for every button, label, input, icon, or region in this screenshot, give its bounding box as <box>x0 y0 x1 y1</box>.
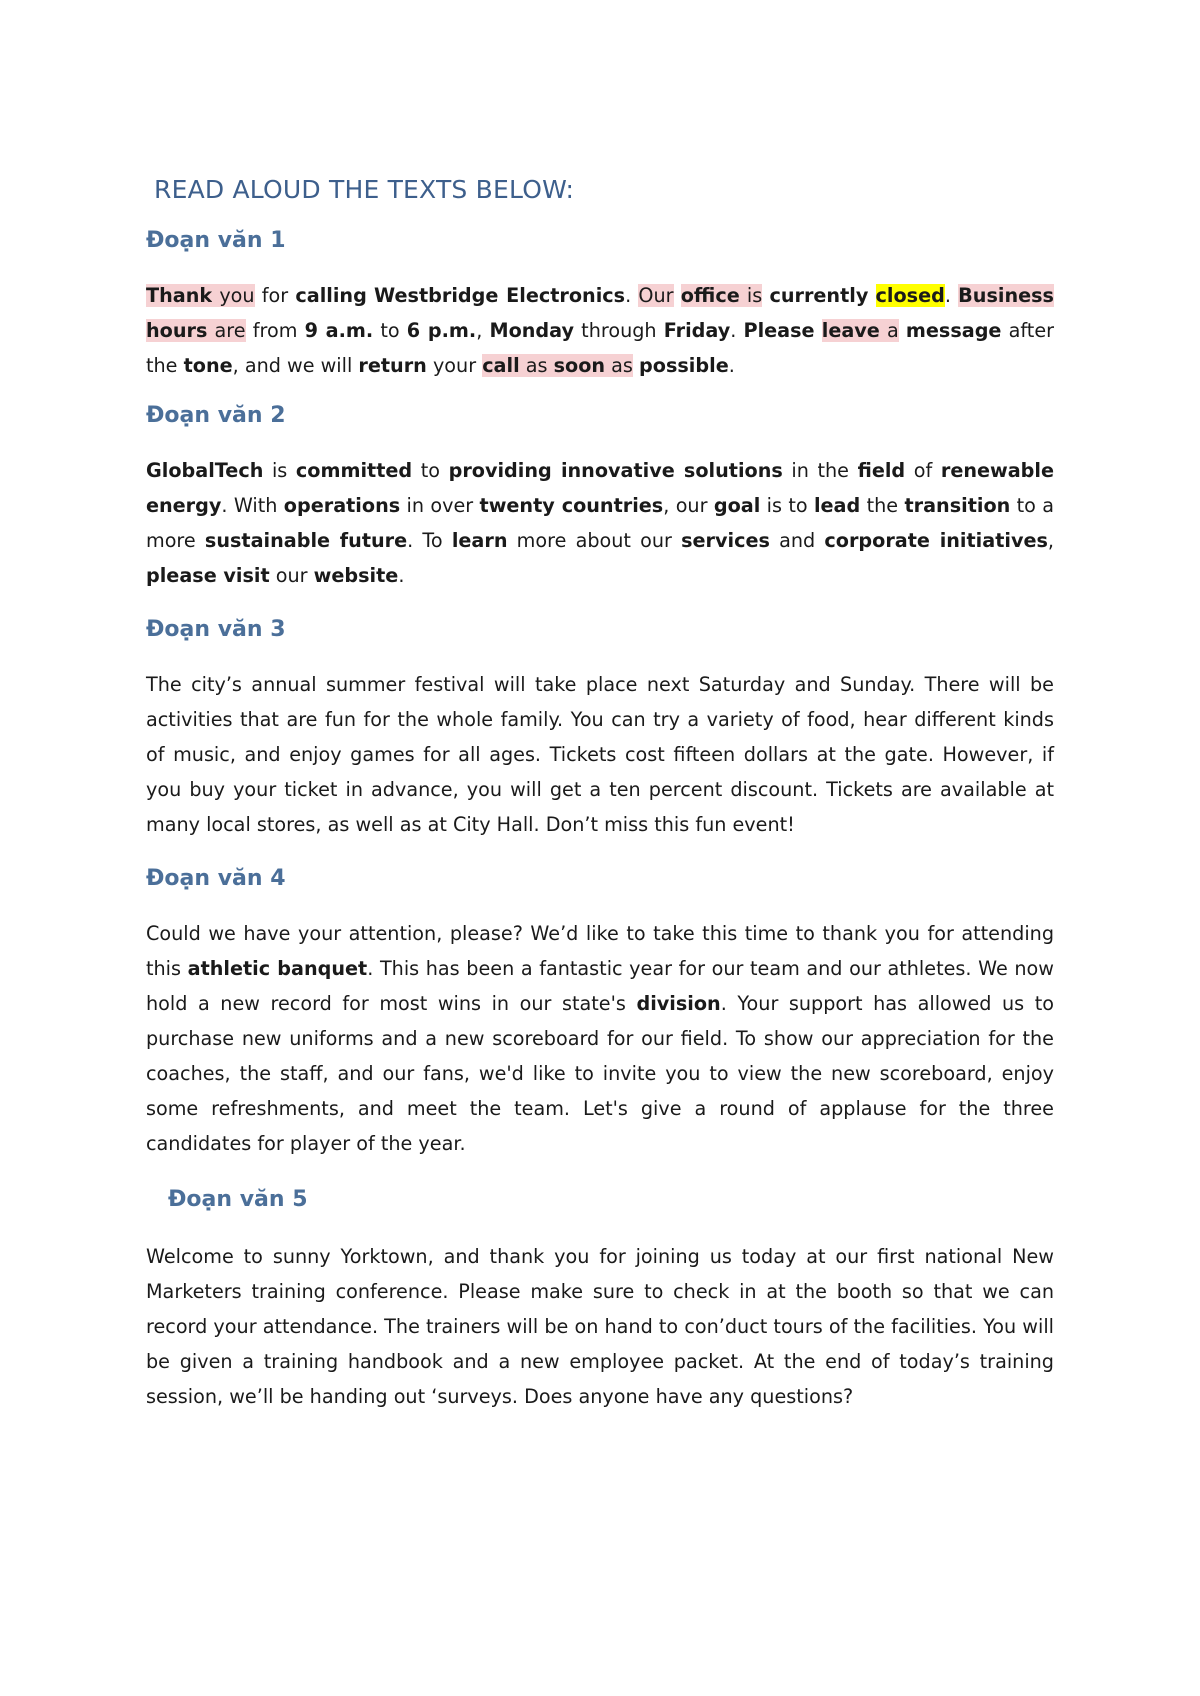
text-segment <box>367 284 374 307</box>
text-segment: please visit <box>146 564 270 587</box>
section-heading-1: Đoạn văn 1 <box>146 228 286 253</box>
text-segment: Thank <box>146 284 213 307</box>
text-segment: lead <box>813 494 861 517</box>
text-segment: Monday <box>489 319 575 342</box>
text-segment: of <box>905 459 941 482</box>
text-segment: , <box>1047 529 1055 552</box>
text-segment: , <box>476 319 490 342</box>
text-segment: field <box>857 459 906 482</box>
text-segment: is <box>739 284 763 307</box>
text-segment: your <box>426 354 483 377</box>
section-paragraph-5 <box>146 1239 1054 1414</box>
text-segment: soon <box>553 354 606 377</box>
text-segment: . <box>398 564 405 587</box>
text-segment: return <box>358 354 427 377</box>
text-segment: from <box>245 319 305 342</box>
text-segment: possible <box>639 354 729 377</box>
text-segment: division <box>636 992 721 1015</box>
text-segment: GlobalTech <box>146 459 264 482</box>
text-segment: . <box>944 284 959 307</box>
text-segment: currently <box>769 284 869 307</box>
text-segment: are <box>207 319 246 342</box>
text-segment: 6 p.m. <box>406 319 477 342</box>
text-segment: sustainable future <box>204 529 408 552</box>
text-segment: . Your support has allowed us to purchase new uniforms and a new scoreboard for our field. To show our appreciation for the coaches, the staff, and our fans, we'd like to invite you to view the new scoreboard, enjoy some refreshments, and meet the team. Let's give a round of applause for the three candidates for player of the year. <box>146 992 1054 1155</box>
text-segment: closed <box>875 284 945 307</box>
text-segment: . This has been a fantastic year for our team and our athletes. We now hold a new record for most wins in our state's <box>146 957 1054 1015</box>
text-segment: . <box>625 284 639 307</box>
text-segment: through <box>574 319 664 342</box>
text-segment: learn <box>451 529 508 552</box>
text-segment: , and we will <box>232 354 359 377</box>
text-segment: renewable energy <box>146 459 1055 517</box>
text-segment: message <box>905 319 1002 342</box>
text-segment: Friday <box>663 319 731 342</box>
text-segment: for <box>254 284 296 307</box>
text-segment <box>868 284 875 307</box>
text-segment: as <box>605 354 633 377</box>
page-title: READ ALOUD THE TEXTS BELOW: <box>154 175 575 204</box>
text-segment: more about our <box>507 529 682 552</box>
text-segment: in over <box>400 494 480 517</box>
text-segment: Welcome to sunny Yorktown, and thank you for joining us today at our first national New Marketers training conference. Please make sure to check in at the booth so that we can record your attendance. The trainers will be on hand to con’duct tours of the facilities. You will be given a training handbook and a new employee packet. At the end of today’s training session, we’ll be handing out ‘surveys. Does anyone have any questions? <box>146 1245 1054 1408</box>
text-segment: tone <box>183 354 233 377</box>
text-segment: The city’s annual summer festival will take place next Saturday and Sunday. There will be activities that are fun for the whole family. You can try a variety of food, hear different kinds of music, and enjoy games for all ages. Tickets cost fifteen dollars at the gate. However, if you buy your ticket in advance, you will get a ten percent discount. Tickets are available at many local stores, as well as at City Hall. Don’t miss this fun event! <box>146 673 1054 836</box>
text-segment: . <box>730 319 744 342</box>
section-paragraph-2 <box>146 453 1054 593</box>
text-segment: 9 a.m. <box>304 319 374 342</box>
text-segment: in the <box>782 459 858 482</box>
text-segment: Our <box>638 284 674 307</box>
text-segment: to <box>412 459 449 482</box>
text-segment: website <box>313 564 399 587</box>
text-segment: office <box>680 284 740 307</box>
text-segment: and <box>769 529 825 552</box>
text-segment: Could we have your attention, please? We’d like to take this time to thank you for attending this <box>146 922 1054 980</box>
text-segment <box>674 284 681 307</box>
section-heading-5: Đoạn văn 5 <box>168 1187 308 1212</box>
text-segment: twenty countries <box>479 494 664 517</box>
text-segment: Business hours <box>146 284 1054 342</box>
text-segment: . <box>728 354 735 377</box>
text-segment: goal <box>713 494 761 517</box>
text-segment: to a more <box>146 494 1055 552</box>
text-segment: calling <box>295 284 367 307</box>
text-segment: leave <box>821 319 880 342</box>
text-segment: providing innovative solutions <box>448 459 783 482</box>
section-paragraph-3 <box>146 667 1054 842</box>
text-segment: after the <box>146 319 1055 377</box>
text-segment: is <box>263 459 296 482</box>
text-segment: committed <box>295 459 413 482</box>
text-segment: a <box>879 319 899 342</box>
text-segment: as <box>519 354 554 377</box>
text-segment: you <box>212 284 255 307</box>
text-segment: Please <box>743 319 815 342</box>
section-heading-4: Đoạn văn 4 <box>146 866 286 891</box>
text-segment: to <box>373 319 407 342</box>
text-segment: Westbridge Electronics <box>374 284 626 307</box>
text-segment: is to <box>760 494 814 517</box>
text-segment: athletic banquet <box>187 957 368 980</box>
text-segment <box>815 319 822 342</box>
text-segment: call <box>482 354 520 377</box>
text-segment <box>899 319 906 342</box>
text-segment: the <box>860 494 905 517</box>
text-segment: . To <box>407 529 452 552</box>
text-segment: , our <box>663 494 714 517</box>
text-segment: transition <box>904 494 1011 517</box>
section-heading-3: Đoạn văn 3 <box>146 617 286 642</box>
text-segment: services <box>681 529 770 552</box>
section-heading-2: Đoạn văn 2 <box>146 403 286 428</box>
text-segment: operations <box>283 494 401 517</box>
section-paragraph-4 <box>146 916 1054 1161</box>
section-paragraph-1 <box>146 278 1054 383</box>
text-segment: our <box>269 564 314 587</box>
text-segment: . With <box>221 494 284 517</box>
text-segment: corporate initiatives <box>824 529 1048 552</box>
